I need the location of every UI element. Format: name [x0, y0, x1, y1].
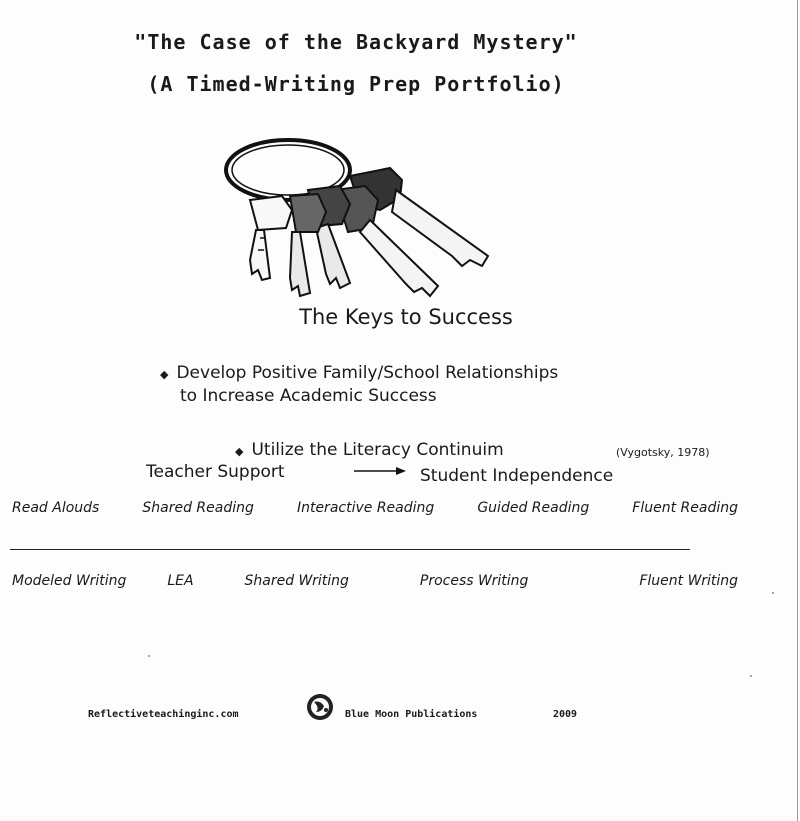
- reading-stage: Guided Reading: [477, 500, 590, 516]
- reading-stage: Read Alouds: [12, 500, 100, 516]
- scan-speck: [772, 592, 774, 594]
- writing-stage: Modeled Writing: [12, 573, 127, 589]
- bullet-text: Develop Positive Family/School Relationships: [176, 363, 559, 383]
- bullet-text: Utilize the Literacy Continuim: [251, 440, 504, 460]
- diamond-bullet-icon: ◆: [235, 445, 244, 458]
- right-arrow-icon: [352, 464, 408, 478]
- continuum-right-label: Student Independence: [420, 466, 614, 486]
- keys-heading: The Keys to Success: [299, 305, 513, 329]
- writing-stages: [12, 573, 738, 595]
- blue-moon-logo-icon: [302, 692, 338, 722]
- bullet-family-relationships-cont: to Increase Academic Success: [180, 386, 437, 406]
- continuum-left-label: Teacher Support: [146, 462, 285, 482]
- title-line-2: (A Timed-Writing Prep Portfolio): [147, 72, 565, 96]
- writing-stage: Process Writing: [419, 573, 529, 589]
- bullet-family-relationships: [160, 363, 558, 383]
- footer-year: 2009: [553, 709, 578, 720]
- footer-publisher: Blue Moon Publications: [345, 709, 478, 720]
- scan-speck: [750, 675, 752, 677]
- writing-stage: LEA: [167, 573, 194, 589]
- citation: (Vygotsky, 1978): [616, 446, 710, 459]
- title-line-1: "The Case of the Backyard Mystery": [134, 30, 578, 54]
- bullet-literacy-continuum: [235, 440, 504, 460]
- diamond-bullet-icon: ◆: [160, 368, 169, 381]
- reading-stage: Fluent Reading: [632, 500, 738, 516]
- keys-icon: [200, 128, 500, 308]
- reading-stage: Interactive Reading: [296, 500, 435, 516]
- page-edge: [797, 0, 798, 821]
- reading-stages: [12, 500, 738, 522]
- writing-stage: Shared Writing: [244, 573, 349, 589]
- divider-line: [10, 549, 690, 550]
- footer-website: Reflectiveteachinginc.com: [88, 709, 239, 720]
- scan-speck: [148, 655, 150, 657]
- reading-stage: Shared Reading: [142, 500, 254, 516]
- writing-stage: Fluent Writing: [639, 573, 738, 589]
